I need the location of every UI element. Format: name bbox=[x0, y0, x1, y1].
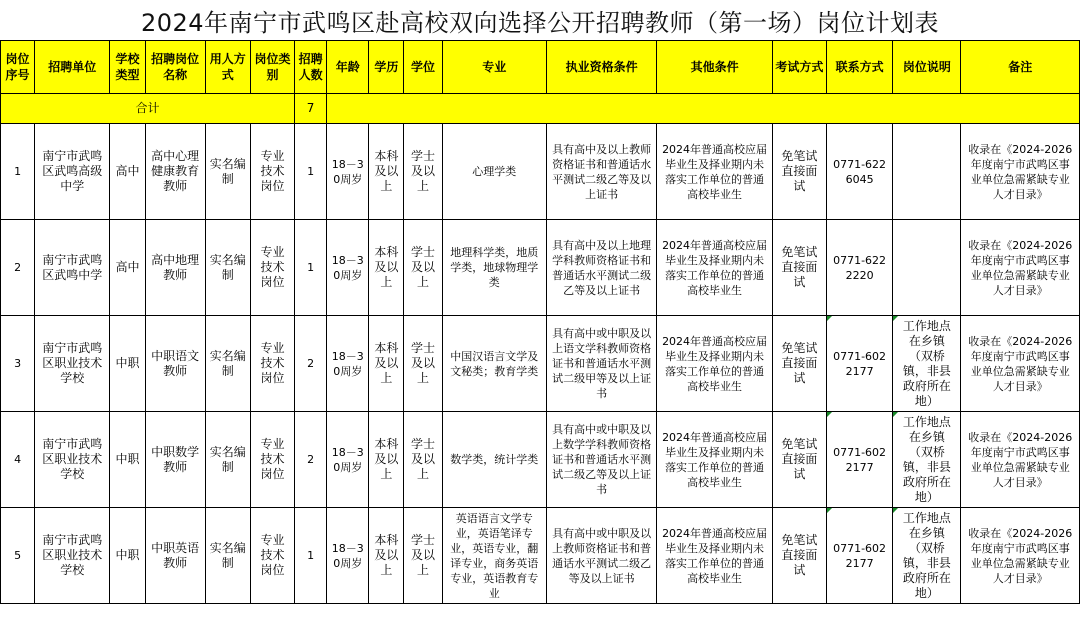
row-school-type: 高中 bbox=[110, 124, 145, 220]
row-count: 2 bbox=[295, 412, 327, 508]
row-category: 专业技术岗位 bbox=[250, 412, 294, 508]
row-school-type: 中职 bbox=[110, 412, 145, 508]
row-age: 18－30周岁 bbox=[327, 124, 369, 220]
row-qualification: 具有高中或中职及以上教师资格证书和普通话水平测试二级乙等及以上证书 bbox=[546, 508, 656, 604]
row-post: 中职语文教师 bbox=[145, 316, 205, 412]
header-cell: 学位 bbox=[404, 41, 442, 94]
header-cell: 用人方式 bbox=[205, 41, 250, 94]
row-employ: 实名编制 bbox=[205, 220, 250, 316]
header-cell: 备注 bbox=[961, 41, 1080, 94]
row-edu: 本科及以上 bbox=[369, 412, 404, 508]
row-contact: 0771-6222220 bbox=[826, 220, 892, 316]
header-cell: 学历 bbox=[369, 41, 404, 94]
row-other: 2024年普通高校应届毕业生及择业期内未落实工作单位的普通高校毕业生 bbox=[657, 124, 772, 220]
row-seq: 2 bbox=[1, 220, 35, 316]
row-major: 心理学类 bbox=[442, 124, 546, 220]
row-other: 2024年普通高校应届毕业生及择业期内未落实工作单位的普通高校毕业生 bbox=[657, 220, 772, 316]
row-note: 工作地点在乡镇（双桥镇，非县政府所在地） bbox=[893, 508, 961, 604]
row-exam: 免笔试直接面试 bbox=[772, 316, 826, 412]
row-note bbox=[893, 220, 961, 316]
row-edu: 本科及以上 bbox=[369, 220, 404, 316]
row-post: 高中心理健康教育教师 bbox=[145, 124, 205, 220]
row-exam: 免笔试直接面试 bbox=[772, 508, 826, 604]
header-cell: 岗位序号 bbox=[1, 41, 35, 94]
row-note: 工作地点在乡镇（双桥镇，非县政府所在地） bbox=[893, 412, 961, 508]
row-edu: 本科及以上 bbox=[369, 316, 404, 412]
row-seq: 1 bbox=[1, 124, 35, 220]
row-remark: 收录在《2024-2026年度南宁市武鸣区事业单位急需紧缺专业人才目录》 bbox=[961, 220, 1080, 316]
row-unit: 南宁市武鸣区武鸣高级中学 bbox=[35, 124, 110, 220]
row-count: 1 bbox=[295, 220, 327, 316]
row-count: 1 bbox=[295, 124, 327, 220]
row-school-type: 中职 bbox=[110, 508, 145, 604]
table-row bbox=[1, 124, 1080, 220]
page-title: 2024年南宁市武鸣区赴高校双向选择公开招聘教师（第一场）岗位计划表 bbox=[140, 8, 940, 37]
row-unit: 南宁市武鸣区职业技术学校 bbox=[35, 316, 110, 412]
header-cell: 招聘单位 bbox=[35, 41, 110, 94]
row-school-type: 高中 bbox=[110, 220, 145, 316]
row-exam: 免笔试直接面试 bbox=[772, 220, 826, 316]
row-degree: 学士及以上 bbox=[404, 316, 442, 412]
header-cell: 岗位说明 bbox=[893, 41, 961, 94]
table-row bbox=[1, 412, 1080, 508]
row-unit: 南宁市武鸣区职业技术学校 bbox=[35, 508, 110, 604]
total-empty bbox=[327, 94, 1080, 124]
table-row bbox=[1, 220, 1080, 316]
header-cell: 招聘岗位名称 bbox=[145, 41, 205, 94]
row-unit: 南宁市武鸣区职业技术学校 bbox=[35, 412, 110, 508]
row-qualification: 具有高中及以上教师资格证书和普通话水平测试二级乙等及以上证书 bbox=[546, 124, 656, 220]
row-post: 中职英语教师 bbox=[145, 508, 205, 604]
row-major: 中国汉语言文学及文秘类；教育学类 bbox=[442, 316, 546, 412]
row-degree: 学士及以上 bbox=[404, 220, 442, 316]
row-post: 中职数学教师 bbox=[145, 412, 205, 508]
header-cell: 招聘人数 bbox=[295, 41, 327, 94]
row-major: 地理科学类，地质学类，地球物理学类 bbox=[442, 220, 546, 316]
row-major: 数学类，统计学类 bbox=[442, 412, 546, 508]
row-category: 专业技术岗位 bbox=[250, 508, 294, 604]
row-age: 18－30周岁 bbox=[327, 412, 369, 508]
row-employ: 实名编制 bbox=[205, 124, 250, 220]
row-seq: 3 bbox=[1, 316, 35, 412]
row-age: 18－30周岁 bbox=[327, 316, 369, 412]
header-row bbox=[1, 41, 1080, 94]
header-cell: 岗位类别 bbox=[250, 41, 294, 94]
row-remark: 收录在《2024-2026年度南宁市武鸣区事业单位急需紧缺专业人才目录》 bbox=[961, 316, 1080, 412]
row-contact: 0771-6226045 bbox=[826, 124, 892, 220]
row-exam: 免笔试直接面试 bbox=[772, 412, 826, 508]
header-cell: 联系方式 bbox=[826, 41, 892, 94]
header-cell: 年龄 bbox=[327, 41, 369, 94]
row-edu: 本科及以上 bbox=[369, 508, 404, 604]
row-degree: 学士及以上 bbox=[404, 508, 442, 604]
total-row bbox=[1, 94, 1080, 124]
row-degree: 学士及以上 bbox=[404, 412, 442, 508]
header-cell: 执业资格条件 bbox=[546, 41, 656, 94]
row-seq: 5 bbox=[1, 508, 35, 604]
row-degree: 学士及以上 bbox=[404, 124, 442, 220]
row-remark: 收录在《2024-2026年度南宁市武鸣区事业单位急需紧缺专业人才目录》 bbox=[961, 508, 1080, 604]
row-category: 专业技术岗位 bbox=[250, 316, 294, 412]
recruitment-table bbox=[0, 40, 1080, 604]
row-major: 英语语言文学专业，英语笔译专业，英语专业，翻译专业，商务英语专业，英语教育专业 bbox=[442, 508, 546, 604]
row-school-type: 中职 bbox=[110, 316, 145, 412]
header-cell: 学校类型 bbox=[110, 41, 145, 94]
row-other: 2024年普通高校应届毕业生及择业期内未落实工作单位的普通高校毕业生 bbox=[657, 316, 772, 412]
row-other: 2024年普通高校应届毕业生及择业期内未落实工作单位的普通高校毕业生 bbox=[657, 412, 772, 508]
row-seq: 4 bbox=[1, 412, 35, 508]
total-label: 合计 bbox=[1, 94, 295, 124]
row-count: 2 bbox=[295, 316, 327, 412]
row-age: 18－30周岁 bbox=[327, 220, 369, 316]
row-age: 18－30周岁 bbox=[327, 508, 369, 604]
row-employ: 实名编制 bbox=[205, 508, 250, 604]
row-exam: 免笔试直接面试 bbox=[772, 124, 826, 220]
row-contact: 0771-6022177 bbox=[826, 508, 892, 604]
row-remark: 收录在《2024-2026年度南宁市武鸣区事业单位急需紧缺专业人才目录》 bbox=[961, 412, 1080, 508]
row-contact: 0771-6022177 bbox=[826, 316, 892, 412]
row-count: 1 bbox=[295, 508, 327, 604]
row-post: 高中地理教师 bbox=[145, 220, 205, 316]
row-other: 2024年普通高校应届毕业生及择业期内未落实工作单位的普通高校毕业生 bbox=[657, 508, 772, 604]
header-cell: 考试方式 bbox=[772, 41, 826, 94]
row-unit: 南宁市武鸣区武鸣中学 bbox=[35, 220, 110, 316]
row-note bbox=[893, 124, 961, 220]
row-category: 专业技术岗位 bbox=[250, 124, 294, 220]
row-employ: 实名编制 bbox=[205, 412, 250, 508]
total-count: 7 bbox=[295, 94, 327, 124]
row-qualification: 具有高中或中职及以上数学学科教师资格证书和普通话水平测试二级乙等及以上证书 bbox=[546, 412, 656, 508]
header-cell: 专业 bbox=[442, 41, 546, 94]
table-row bbox=[1, 508, 1080, 604]
row-edu: 本科及以上 bbox=[369, 124, 404, 220]
row-note: 工作地点在乡镇（双桥镇，非县政府所在地） bbox=[893, 316, 961, 412]
row-remark: 收录在《2024-2026年度南宁市武鸣区事业单位急需紧缺专业人才目录》 bbox=[961, 124, 1080, 220]
header-cell: 其他条件 bbox=[657, 41, 772, 94]
table-row bbox=[1, 316, 1080, 412]
row-qualification: 具有高中及以上地理学科教师资格证书和普通话水平测试二级乙等及以上证书 bbox=[546, 220, 656, 316]
row-employ: 实名编制 bbox=[205, 316, 250, 412]
row-category: 专业技术岗位 bbox=[250, 220, 294, 316]
row-qualification: 具有高中或中职及以上语文学科教师资格证书和普通话水平测试二级甲等及以上证书 bbox=[546, 316, 656, 412]
row-contact: 0771-6022177 bbox=[826, 412, 892, 508]
